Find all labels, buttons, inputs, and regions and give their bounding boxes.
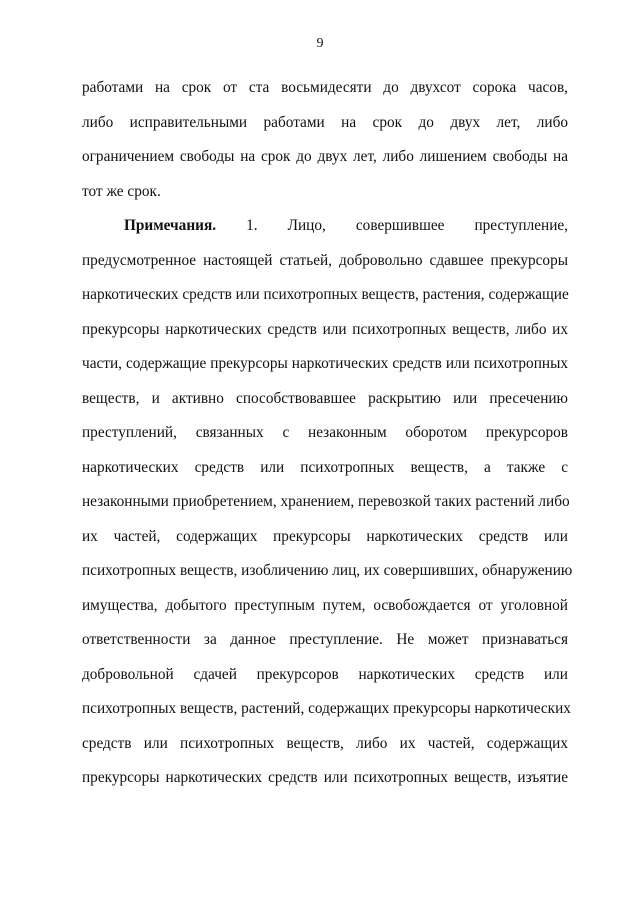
text-line: средств или психотропных веществ, либо их частей, содержащих [82, 734, 568, 752]
text-line: либо исправительными работами на срок до двух лет, либо [82, 113, 568, 131]
text-line: психотропных веществ, растений, содержащих прекурсоры наркотических [82, 700, 571, 717]
text-line: прекурсоры наркотических средств или психотропных веществ, либо их [82, 320, 568, 338]
text-line: прекурсоры наркотических средств или психотропных веществ, изъятие [82, 769, 568, 786]
notes-first-line [82, 209, 568, 244]
text-line: части, содержащие прекурсоры наркотических средств или психотропных [82, 355, 568, 372]
text-line: ограничением свободы на срок до двух лет, либо лишением свободы на [82, 148, 568, 165]
text-line: их частей, содержащих прекурсоры наркотических средств или [82, 527, 568, 545]
text-line: наркотических средств или психотропных веществ, растения, содержащие [82, 286, 569, 303]
text-line: веществ, и активно способствовавшее раскрытию или пресечению [82, 389, 568, 407]
text-line: ответственности за данное преступление. Не может признаваться [82, 631, 568, 648]
text-line: имущества, добытого преступным путем, освобождается от уголовной [82, 596, 568, 614]
text-line: преступлений, связанных с незаконным оборотом прекурсоров [82, 424, 568, 441]
text-line: психотропных веществ, изобличению лиц, их совершивших, обнаружению [82, 562, 573, 579]
text-line: наркотических средств или психотропных веществ, а также с [82, 458, 568, 476]
body-text [82, 71, 573, 796]
text-line: тот же срок. [82, 182, 161, 200]
text-line: добровольной сдачей прекурсоров наркотических средств или [82, 665, 568, 683]
page-number: 9 [316, 36, 324, 51]
text-line: предусмотренное настоящей статьей, добровольно сдавшее прекурсоры [82, 251, 568, 269]
text-line: работами на срок от ста восьмидесяти до двухсот сорока часов, [82, 79, 568, 96]
text-line: незаконными приобретением, хранением, перевозкой таких растений либо [82, 493, 570, 510]
notes-heading: Примечания. [124, 217, 217, 234]
notes-first-line-text: 1. Лицо, совершившее преступление, [246, 217, 568, 234]
